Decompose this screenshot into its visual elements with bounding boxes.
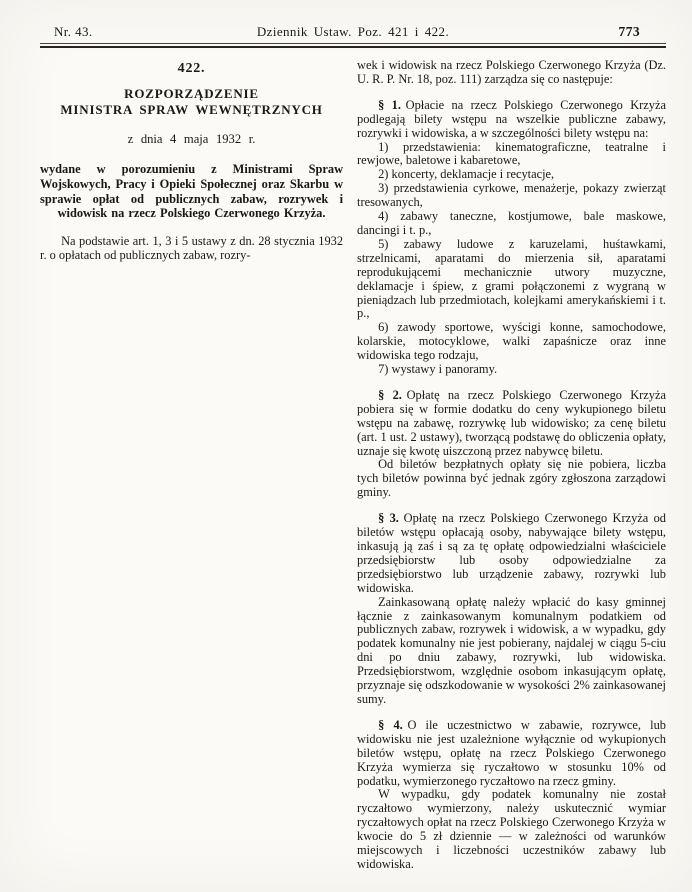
paragraph-section-2b: Od biletów bezpłatnych opłaty się nie pobiera, liczba tych biletów powinna być jednak zgóry zgłoszona zarządowi gminy.	[357, 457, 666, 500]
page-number: 773	[618, 24, 640, 39]
section-marker: § 3.	[378, 511, 399, 526]
list-item-7: 7) wystawy i panoramy.	[378, 362, 498, 377]
left-column	[40, 59, 343, 872]
list-item-5: 5) zabawy ludowe z karuzelami, huśtawkami, strzelnicami, aparatami do mierzenia sił, aparatami reprodukującemi mechanicznie utwory muzyczne, deklamacje i śpiew, z grami połączonemi z wygraną w pieniądzach lub przedmiotach, kolejkami amerykańskiemi i t. p.,	[357, 236, 666, 321]
two-column-layout	[40, 59, 666, 872]
paragraph-section-3: § 3. Opłatę na rzecz Polskiego Czerwonego Krzyża od biletów wstępu opłacają osoby, nabywające bilety wstępu, inkasują ją zaś i są za tę opłatę odpowiedzialni właściciele przedsiębiorstw lub osoby odpowiedzialne za przedsiębiorstwo lub urządzenie zabawy, rozrywki lub widowiska.	[357, 511, 666, 595]
decree-title-line2: MINISTRA SPRAW WEWNĘTRZNYCH	[60, 101, 323, 117]
paragraph-section-4b: W wypadku, gdy podatek komunalny nie został ryczałtowo wymierzony, należy uskutecznić wymiar ryczałtowych opłat na rzecz Polskiego Czerwonego Krzyża w kwocie do 5 zł dziennie — w zależności od warunków miejscowych i liczebności uczestników zabawy lub widowiska.	[357, 787, 666, 871]
right-column	[357, 59, 666, 872]
section-marker: § 4.	[378, 717, 403, 732]
list-item-6: 6) zawody sportowe, wyścigi konne, samochodowe, kolarskie, motocyklowe, walki zapaśnicze oraz inne widowiska tego rodzaju,	[357, 320, 666, 363]
issue-number: Nr. 43.	[54, 24, 93, 39]
paragraph-section-2: § 2. Opłatę na rzecz Polskiego Czerwonego Krzyża pobiera się w formie dodatku do ceny wykupionego biletu wstępu na zabawę, rozrywkę lub widowisko; za cenę biletu (art. 1 ust. 2 ustawy), tworzącą podstawę do obliczenia opłaty, uznaje się kwotę uiszczoną przez nabywcę biletu.	[357, 387, 666, 458]
section-marker: § 2.	[378, 387, 402, 402]
list-item-4: 4) zabawy taneczne, kostjumowe, bale maskowe, dancingi i t. p.,	[357, 209, 666, 237]
paragraph-intro-continuation: wek i widowisk na rzecz Polskiego Czerwonego Krzyża (Dz. U. R. P. Nr. 18, poz. 111) zarządza się co następuje:	[357, 58, 666, 86]
list-item-1: 1) przedstawienia: kinematograficzne, teatralne i rewjowe, baletowe i kabaretowe,	[357, 139, 666, 168]
decree-title	[40, 86, 343, 117]
journal-title: Dziennik Ustaw. Poz. 421 i 422.	[256, 24, 450, 39]
header-rule	[40, 46, 666, 48]
paragraph-section-3b: Zainkasowaną opłatę należy wpłacić do kasy gminnej łącznie z zainkasowanym komunalnym podatkiem od publicznych zabaw, rozrywek i widowisk, a w wypadku, gdy podatek komunalny nie jest pobierany, najdalej w ciągu 5-ciu dni po dniu zabawy, rozrywki, lub widowiska. Przedsiębiorstwom, względnie osobom inkasującym opłatę, przyznaje się odszkodowanie w wysokości 2% zainkasowanej sumy.	[357, 594, 666, 706]
masthead	[40, 24, 666, 44]
list-item-3: 3) przedstawienia cyrkowe, menażerje, pokazy zwierząt tresowanych,	[357, 181, 666, 210]
decree-date: z dnia 4 maja 1932 r.	[127, 132, 256, 146]
legal-basis-paragraph: Na podstawie art. 1, 3 i 5 ustawy z dn. 28 stycznia 1932 r. o opłatach od publicznych zabaw, rozry-	[40, 233, 344, 263]
decree-title-line1: ROZPORZĄDZENIE	[124, 86, 259, 101]
section-marker: § 1.	[378, 97, 401, 112]
act-number: 422.	[177, 61, 206, 76]
decree-subtitle: wydane w porozumieniu z Ministrami Spraw Wojskowych, Pracy i Opieki Społecznej oraz Skarbu w sprawie opłat od publicznych zabaw, rozrywek i widowisk na rzecz Polskiego Czerwonego Krzyża.	[40, 162, 344, 221]
paragraph-section-4: § 4. O ile uczestnictwo w zabawie, rozrywce, lub widowisku nie jest uzależnione wyłącznie od wykupionych biletów wstępu, opłatę na rzecz Polskiego Czerwonego Krzyża wymierza się ryczałtowo w stosunku 10% od podatku, wymierzonego ryczałtowo na rzecz gminy.	[357, 717, 666, 788]
paragraph-section-1: § 1. Opłacie na rzecz Polskiego Czerwonego Krzyża podlegają bilety wstępu na wszelkie publiczne zabawy, rozrywki i widowiska, a w szczególności bilety wstępu na:	[357, 97, 666, 140]
list-item-2: 2) koncerty, deklamacje i recytacje,	[378, 167, 555, 182]
